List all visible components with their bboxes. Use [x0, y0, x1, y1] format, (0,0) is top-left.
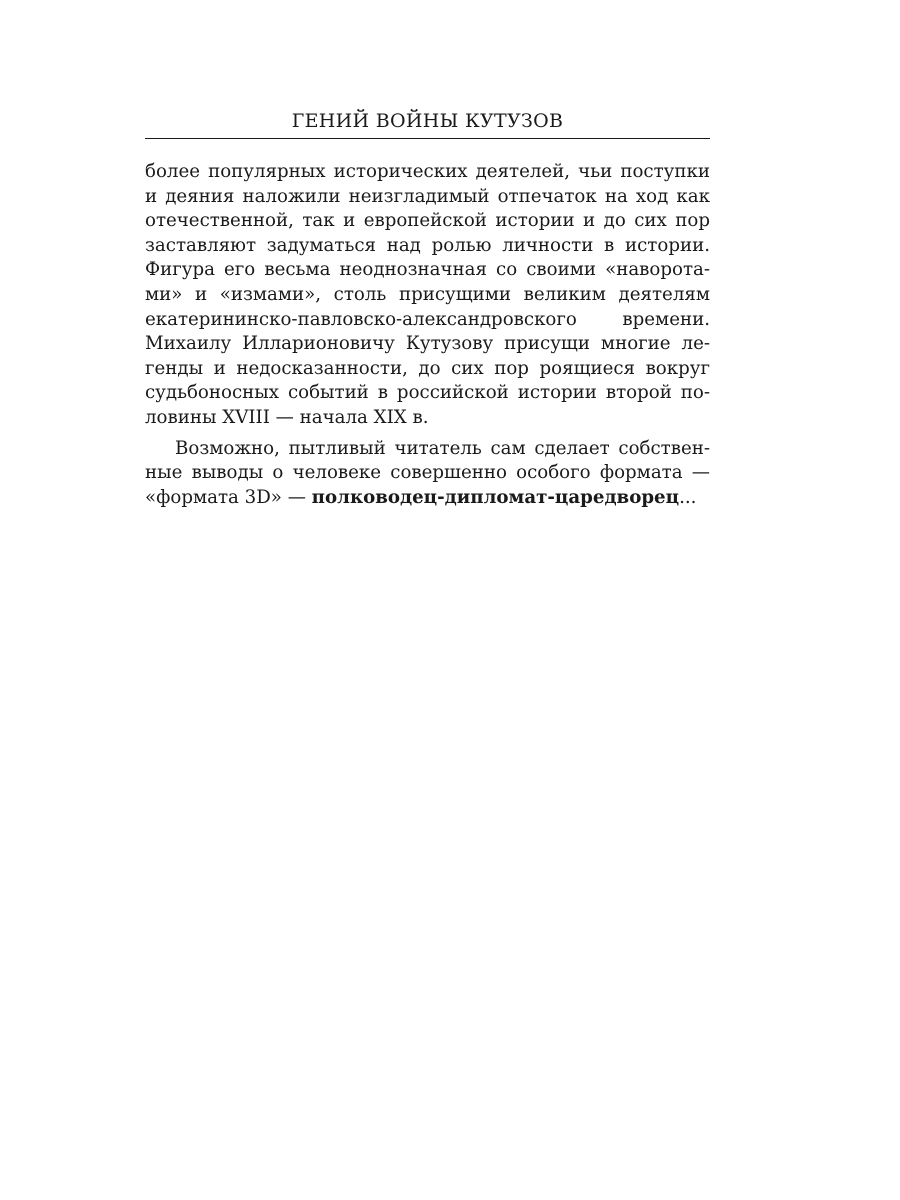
text-line: более популярных исторических деятелей, чьи поступки [145, 161, 710, 182]
bold-phrase: полководец-дипломат-царедворец [311, 486, 680, 508]
paragraph-2 [145, 437, 710, 511]
text-line: ные выводы о человеке совершенно особого формата — [145, 462, 710, 484]
text-line: и деяния наложили неизгладимый отпечаток на ход как [145, 185, 710, 207]
text-line-final [145, 486, 710, 511]
text-line: заставляют задуматься над ролью личности в истории. [145, 234, 710, 256]
text-line: генды и недосказанности, до сих пор роящиеся вокруг [145, 357, 710, 379]
running-head-title: ГЕНИЙ ВОЙНЫ КУТУЗОВ [291, 110, 564, 132]
text-line: Михаилу Илларионовичу Кутузову присущи многие ле- [145, 333, 710, 355]
text-line: екатерининско-павловско-александровского времени. [145, 308, 710, 330]
text-line: Фигура его весьма неоднозначная со своими «наворота- [145, 259, 710, 281]
paragraph-1 [145, 160, 710, 431]
text-line: отечественной, так и европейской истории и до сих пор [145, 210, 710, 232]
text-line: судьбоносных событий в российской истории второй по- [145, 382, 710, 404]
body-text [145, 160, 710, 510]
final-line-prefix: «формата 3D» — [145, 486, 312, 508]
text-line: ловины XVIII — начала XIX в. [145, 406, 429, 428]
text-line: ми» и «измами», столь присущими великим деятелям [145, 283, 710, 305]
header-rule [145, 138, 710, 139]
text-line: Возможно, пытливый читатель сам сделает собствен- [175, 437, 710, 459]
final-line-ellipsis: ... [679, 486, 697, 508]
